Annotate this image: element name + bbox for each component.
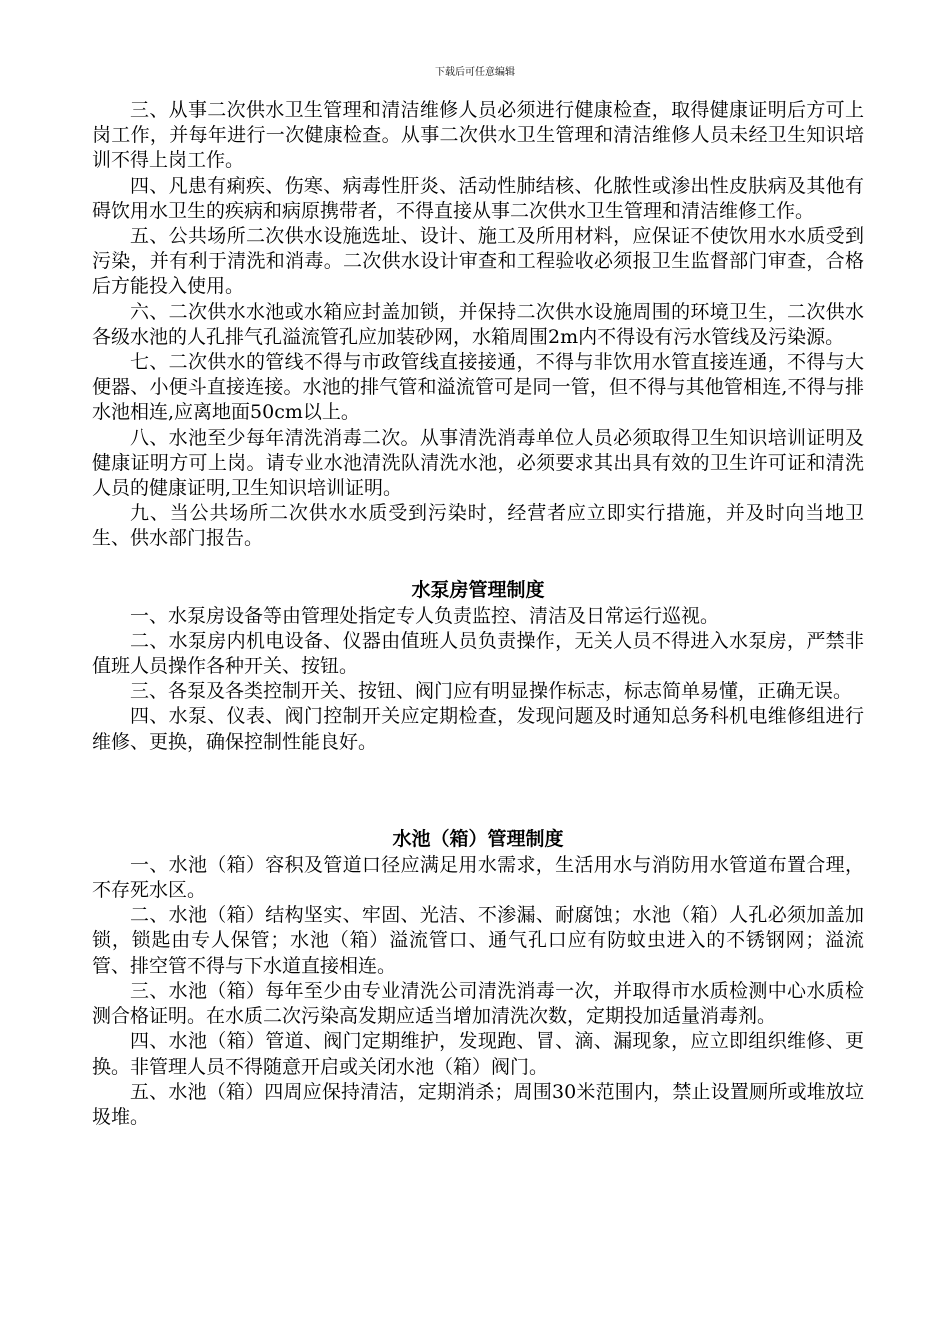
rule-paragraph: 九、当公共场所二次供水水质受到污染时，经营者应立即实行措施，并及时向当地卫生、供水部门报告。	[92, 502, 864, 550]
document-body	[92, 98, 864, 1130]
rule-paragraph: 六、二次供水水池或水箱应封盖加锁，并保持二次供水设施周围的环境卫生，二次供水各级水池的人孔排气孔溢流管孔应加装砂网，水箱周围2m内不得设有污水管线及污染源。	[92, 300, 864, 348]
rule-paragraph: 二、水池（箱）结构坚实、牢固、光洁、不渗漏、耐腐蚀；水池（箱）人孔必须加盖加锁，锁匙由专人保管；水池（箱）溢流管口、通气孔口应有防蚊虫进入的不锈钢网；溢流管、排空管不得与下水道直接相连。	[92, 904, 864, 977]
rule-paragraph: 三、各泵及各类控制开关、按钮、阀门应有明显操作标志，标志简单易懂，正确无误。	[130, 680, 853, 703]
rule-paragraph: 五、公共场所二次供水设施选址、设计、施工及所用材料，应保证不使饮用水水质受到污染，并有利于清洗和消毒。二次供水设计审查和工程验收必须报卫生监督部门审查，合格后方能投入使用。	[92, 225, 864, 298]
rule-paragraph: 五、水池（箱）四周应保持清洁，定期消杀；周围30米范围内，禁止设置厕所或堆放垃圾堆。	[92, 1080, 864, 1128]
rule-paragraph: 三、水池（箱）每年至少由专业清洗公司清洗消毒一次，并取得市水质检测中心水质检测合格证明。在水质二次污染高发期应适当增加清洗次数，定期投加适量消毒剂。	[92, 979, 864, 1028]
rule-paragraph: 二、水泵房内机电设备、仪器由值班人员负责操作，无关人员不得进入水泵房，严禁非值班人员操作各种开关、按钮。	[92, 629, 864, 678]
section-title: 水泵房管理制度	[411, 578, 545, 601]
rule-paragraph: 四、水泵、仪表、阀门控制开关应定期检查，发现问题及时通知总务科机电维修组进行维修、更换，确保控制性能良好。	[92, 705, 864, 753]
section-title: 水池（箱）管理制度	[392, 827, 564, 850]
page-header-note: 下载后可任意编辑	[435, 67, 515, 78]
rule-paragraph: 一、水泵房设备等由管理处指定专人负责监控、清洁及日常运行巡视。	[130, 604, 720, 627]
water-supply-rules-section	[92, 98, 864, 552]
rule-paragraph: 四、凡患有痢疾、伤寒、病毒性肝炎、活动性肺结核、化脓性或渗出性皮肤病及其他有碍饮用水卫生的疾病和病原携带者，不得直接从事二次供水卫生管理和清洁维修工作。	[92, 174, 864, 222]
rule-paragraph: 八、水池至少每年清洗消毒二次。从事清洗消毒单位人员必须取得卫生知识培训证明及健康证明方可上岗。请专业水池清洗队清洗水池，必须要求其出具有效的卫生许可证和清洗人员的健康证明,卫生知识培训证明。	[92, 426, 864, 500]
rule-paragraph: 三、从事二次供水卫生管理和清洁维修人员必须进行健康检查，取得健康证明后方可上岗工作，并每年进行一次健康检查。从事二次供水卫生管理和清洁维修人员未经卫生知识培训不得上岗工作。	[92, 99, 864, 172]
water-tank-rules-section	[92, 825, 864, 1130]
pump-room-rules-section	[92, 576, 864, 755]
rule-paragraph: 四、水池（箱）管道、阀门定期维护，发现跑、冒、滴、漏现象，应立即组织维修、更换。非管理人员不得随意开启或关闭水池（箱）阀门。	[92, 1030, 864, 1078]
rule-paragraph: 七、二次供水的管线不得与市政管线直接接通，不得与非饮用水管直接连通，不得与大便器、小便斗直接连接。水池的排气管和溢流管可是同一管，但不得与其他管相连,不得与排水池相连,应离地面50cm以上。	[92, 351, 864, 424]
rule-paragraph: 一、水池（箱）容积及管道口径应满足用水需求，生活用水与消防用水管道布置合理，不存死水区。	[92, 853, 864, 902]
